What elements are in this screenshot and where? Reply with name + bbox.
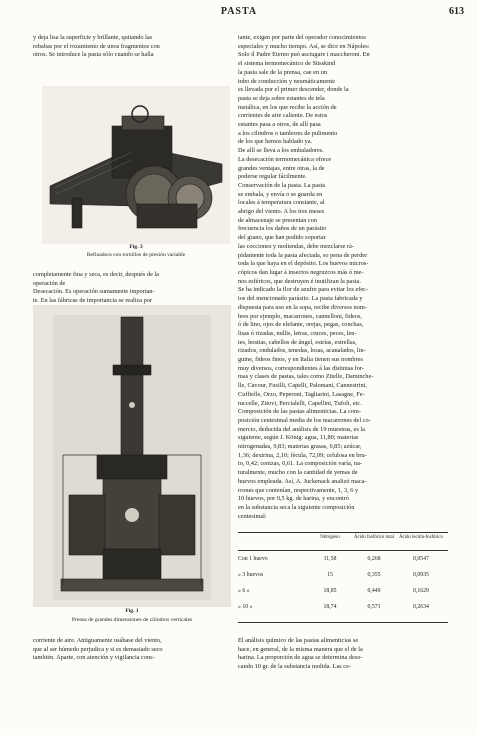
text-line: La desecación termomecánica ofrece xyxy=(238,155,332,163)
text-line: siguiente, según J. König: agua, 11,80; materias xyxy=(238,434,359,442)
text-line: metálica, en los que recibe la acción de xyxy=(238,103,337,111)
text-line: tante, exigen por parte del operador conocimientos xyxy=(238,34,366,41)
figure-3-caption: Refinadora con tornillos de presión variable xyxy=(86,252,186,258)
figure-3-image xyxy=(42,86,230,244)
text-line: nos esféricos, que destruyen é inutilizan la pasta. xyxy=(238,277,361,285)
text-line: cópicos dan lugar á insectos negruzcos más ó me- xyxy=(238,268,364,276)
text-line: huevos empleada. Así, A. Juckenack analizó maca- xyxy=(238,477,367,485)
text-line: tubo de conducción y neumáticamente xyxy=(238,77,335,85)
table-cell-v1: 18,85 xyxy=(323,588,337,594)
text-line: rrones que contenían, respectivamente, 1, 3, 6 y xyxy=(238,486,359,494)
text-line: muy diversos, correspondientes á las distintas for- xyxy=(238,364,364,372)
text-line: grandes ventajas, entre otras, la de xyxy=(238,164,325,172)
text-line: rebabas por el rozamiento de unos fragmentos con xyxy=(33,42,160,50)
text-line: toda la que haya en el depósito. Los huevos micros- xyxy=(238,260,369,268)
table-header-col2: Ácido fosfórico total xyxy=(354,535,394,540)
text-line: Solo il Padre Eterno può asciugare i maccheroni. En xyxy=(238,51,370,59)
text-line: locales á temperatura constante, al xyxy=(238,199,325,207)
text-line: Desecación. Es operación sumamente importan- xyxy=(33,288,155,296)
text-line: mercio, deducida del análisis de 19 muestras, es la xyxy=(238,425,365,433)
text-line: y deja lisa la superficie y brillante, quitando las xyxy=(33,34,153,41)
right-column-text xyxy=(238,34,448,521)
right-column-bottom-text xyxy=(238,637,448,672)
text-line: lle, Cavour, Fusilli, Capelli, Palomani, Cannestrini, xyxy=(238,382,367,390)
text-line: a los cilindros o tambores de pulimento xyxy=(238,129,338,137)
table-cell-v1: 18,74 xyxy=(323,604,337,610)
table-cell-v3: 0,0547 xyxy=(413,556,429,562)
figure-1-caption: Prensa de grandes dimensiones de cilindros verticales xyxy=(71,617,193,623)
text-line: dispuesta para uso en la sopa, recibe diversos nom- xyxy=(238,303,367,311)
figure-1-image xyxy=(33,305,231,607)
table-cell-label: » 10 » xyxy=(238,604,253,610)
text-line: Cuffielle, Orzo, Peperoni, Tagliarini, Lasagne, Fe- xyxy=(238,390,365,398)
text-line: especiales y mucho tiempo. Así, se dice en Nápoles: xyxy=(238,42,370,50)
left-column-bottom-text xyxy=(33,637,231,663)
text-line: corriente de aire. Antiguamente usábase del viento, xyxy=(33,637,162,644)
text-line: la pasta sale de la prensa, cae en un xyxy=(238,68,327,76)
text-line: Se ha indicado la flor de azufre para evitar los efec- xyxy=(238,286,369,294)
table-cell-v1: 15 xyxy=(327,572,333,578)
text-line: tos del mencionado parásito. La pasta fabricada y xyxy=(238,295,363,303)
text-line: turalmente, mucho con la cantidad de yemas de xyxy=(238,469,358,477)
text-line: De allí se lleva a los embaladores. xyxy=(238,147,324,155)
text-line: rizados, ondulados, tenedas, losas, acanalados, lin- xyxy=(238,347,366,355)
text-line: ó de lino, ojos de elefante, orejas, pegas, conchas, xyxy=(238,321,364,329)
text-line: también. Aparte, con atención y vigilancia cons- xyxy=(33,654,155,662)
table-header-col1: Nitrógeno xyxy=(320,535,340,540)
table-cell-v3: 0,0935 xyxy=(413,572,429,578)
table-cell-v3: 0,2634 xyxy=(413,604,429,610)
text-line: frecuencia los daños de un parásito xyxy=(238,225,327,233)
table-cell-v2: 0,571 xyxy=(367,604,381,610)
table-cell-label: Con 1 huevo xyxy=(238,556,268,562)
text-line: abrigo del viento. A los tres meses xyxy=(238,208,325,216)
table-cell-v2: 0,268 xyxy=(367,556,381,562)
left-column-middle-text xyxy=(33,271,231,306)
text-line: es llevada por el primer descender, donde la xyxy=(238,86,349,94)
text-line: mas y clases de pastas, tales como Zitelle, Daminche- xyxy=(238,373,374,381)
left-column-top-text xyxy=(33,34,231,60)
text-line: de almacenaje se presentan con xyxy=(238,216,318,224)
text-line: completamente fina y seca, es decir, después de la xyxy=(33,271,159,278)
text-line: estantes pasa a otros, de allí pasa xyxy=(238,121,321,129)
text-line: el sistema termomecánico de Süsskind xyxy=(238,60,336,68)
text-line: lisas ó rizadas, nullis, letras, cruces, peces, len- xyxy=(238,329,357,337)
text-line: las cocciones y moliendas, debe mezclarse rá- xyxy=(238,242,354,250)
text-line: to, 0,42; cenizas, 0,61. La composición varía, na- xyxy=(238,460,362,468)
text-line: centesimal: xyxy=(238,512,267,520)
text-line: que al ser húmedo perjudica y si es demasiado seco xyxy=(33,645,163,653)
text-line: tes, hostias, cabellos de ángel, estrías, estrellas, xyxy=(238,338,357,346)
figure-1-label: Fig. 1 xyxy=(125,608,139,614)
text-line: de los que hemos hablado ya. xyxy=(238,138,313,146)
table-header-col3: Ácido lecitín-fosfórico xyxy=(399,535,443,540)
text-line: otros. Se introduce la pasta sólo cuando se halla xyxy=(33,51,154,59)
text-line: Conservación de la pasta. La pasta xyxy=(238,181,326,189)
text-line: del grano, que han podido soportar xyxy=(238,234,326,242)
figure-3-label: Fig. 3 xyxy=(129,244,143,250)
table-cell-v3: 0,1629 xyxy=(413,588,429,594)
text-line: guine, fideos finos, y en Italia tienen sus nombres xyxy=(238,356,363,364)
text-line: operación de xyxy=(33,279,66,287)
page-number: 613 xyxy=(449,6,464,17)
text-line: Composición de las pastas alimenticias. La com- xyxy=(238,408,361,416)
composition-table xyxy=(238,532,448,632)
text-line: pidamente toda la pasta afectada, so pena de perder xyxy=(238,251,368,259)
text-line: te. En las fábricas de importancia se realiza por xyxy=(33,297,153,305)
text-line: en la substancia seca la siguiente composición xyxy=(238,503,355,511)
text-line: pasta se deja sobre estantes de tela xyxy=(238,94,325,102)
table-cell-label: » 6 » xyxy=(238,588,250,594)
table-cell-v1: 11,58 xyxy=(323,556,337,562)
running-header-title: PASTA xyxy=(220,6,258,17)
text-line: El análisis químico de las pastas alimenticias se xyxy=(238,637,359,644)
table-cell-v2: 0,355 xyxy=(367,572,381,578)
text-line: 1,36; dextrina, 2,10; fécula, 72,09; celulosa en bru- xyxy=(238,451,367,459)
text-line: cando 10 gr. de la substancia molida. Las ce- xyxy=(238,663,351,671)
text-line: tuccelle, Zitovi, Percialelli, Capellini, Tufoli, etc. xyxy=(238,399,362,407)
text-line: 10 huevos, por 0,5 kg. de harina, y encontró xyxy=(238,495,349,503)
text-line: hace, en general, de la misma manera que el de la xyxy=(238,645,363,653)
text-line: se embala, y envía o se guarda en xyxy=(238,190,323,198)
text-line: bres por ejemplo, macarrones, cannelloni, fideos, xyxy=(238,312,362,320)
text-line: posición centesimal media de los macarrones del co- xyxy=(238,416,371,424)
text-line: nitrogenadas, 9,83; materias grasas, 0,85; azúcar, xyxy=(238,443,362,451)
text-line: poderse regular fácilmente. xyxy=(238,173,307,181)
table-cell-label: » 3 huevos xyxy=(238,572,264,578)
text-line: corrientes de aire caliente. De estos xyxy=(238,112,328,120)
table-cell-v2: 0,449 xyxy=(367,588,381,594)
text-line: harina. La proporción de agua se determina deso- xyxy=(238,654,363,662)
